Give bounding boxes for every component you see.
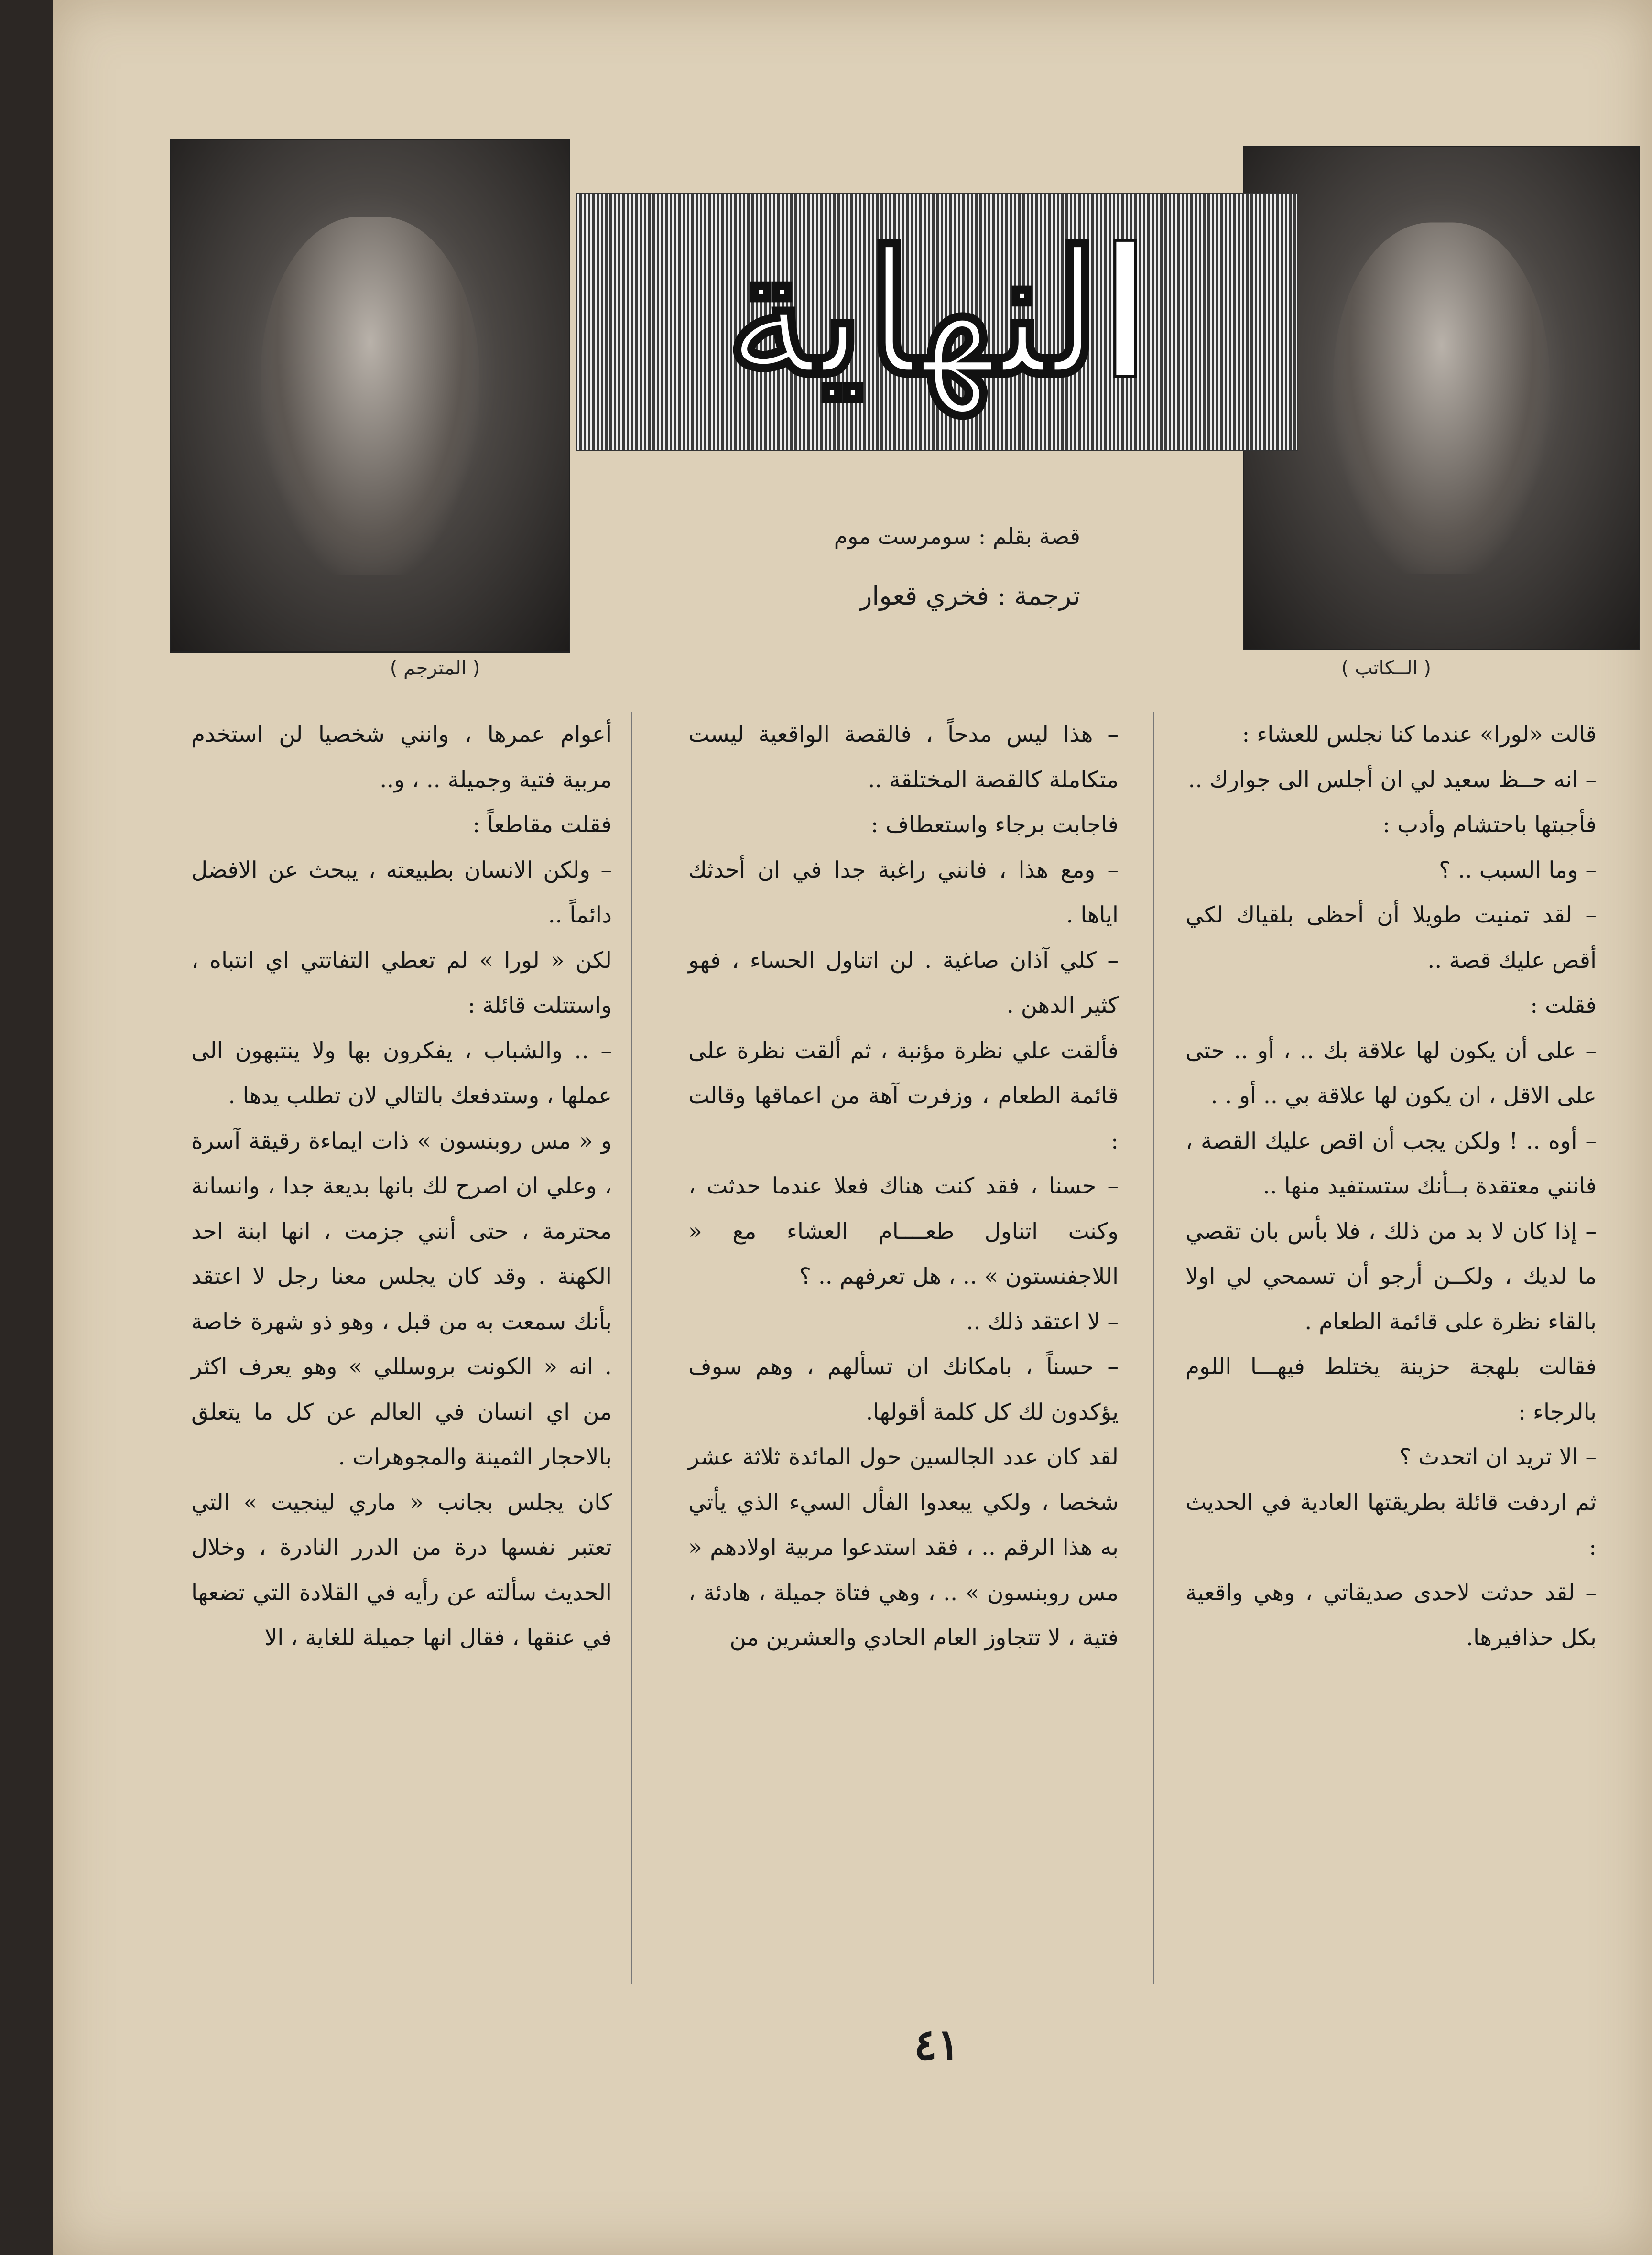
paragraph: – وما السبب .. ؟ [1439, 856, 1597, 883]
author-portrait-placeholder [1333, 223, 1550, 574]
paragraph: قالت «لورا» عندما كنا نجلس للعشاء : [1242, 721, 1597, 748]
paragraph: فاجابت برجاء واستعطاف : [870, 812, 1119, 838]
paragraph: – ولكن الانسان بطبيعته ، يبحث عن الافضل دائماً .. [191, 856, 612, 928]
translator-caption: ( المترجم ) [390, 657, 480, 679]
paragraph: – على أن يكون لها علاقة بك .. ، أو .. حتى على الاقل ، ان يكون لها علاقة بي .. أو . . [1185, 1037, 1597, 1109]
paragraph: – لقد حدثت لاحدى صديقاتي ، وهي واقعية بكل حذافيرها. [1185, 1579, 1597, 1651]
translator-portrait-placeholder [261, 217, 479, 575]
paragraph: فقلت : [1530, 992, 1597, 1019]
paragraph: – لقد تمنيت طويلا أن أحظى بلقياك لكي أقص عليك قصة .. [1185, 902, 1597, 974]
paragraph: و « مس روبنسون » ذات ايماءة رقيقة آسرة ، وعلي ان اصرح لك بانها بديعة جدا ، وانسانة محترمة ، حتى أنني جزمت ، انها ابنة احد الكهنة . وقد كان يجلس معنا رجل لا اعتقد بأنك سمعت به من قبل ، وهو ذو شهرة خاصة . انه « الكونت بروسللي » وهو يعرف اكثر من اي انسان في العالم عن كل ما يتعلق بالاحجار الثمينة والمجوهرات . [191, 1128, 612, 1470]
paragraph: لقد كان عدد الجالسين حول المائدة ثلاثة عشر شخصا ، ولكي يبعدوا الفأل السيء الذي يأتي به هذا الرقم .. ، فقد استدعوا مربية اولادهم « مس روبنسون » .. ، وهي فتاة جميلة ، هادئة ، فتية ، لا تتجاوز العام الحادي والعشرين من [688, 1444, 1119, 1651]
paragraph: فقالت بلهجة حزينة يختلط فيهـــا اللوم بالرجاء : [1185, 1354, 1597, 1425]
column-right [1185, 712, 1597, 1984]
paragraph: – أوه .. ! ولكن يجب أن اقص عليك القصة ، فانني معتقدة بــأنك ستستفيد منها .. [1185, 1128, 1597, 1199]
paragraph: – هذا ليس مدحاً ، فالقصة الواقعية ليست متكاملة كالقصة المختلقة .. [688, 721, 1119, 793]
author-caption: ( الــكاتب ) [1341, 657, 1432, 679]
column-rule-right [1153, 712, 1154, 1984]
column-middle [688, 712, 1119, 1984]
paragraph: – إذا كان لا بد من ذلك ، فلا بأس بان تقصي ما لديك ، ولكــن أرجو أن تسمحي لي اولا بالقاء نظرة على قائمة الطعام . [1185, 1218, 1597, 1335]
paragraph: – ومع هذا ، فانني راغبة جدا في ان أحدثك اياها . [688, 856, 1119, 928]
paragraph: فقلت مقاطعاً : [472, 812, 612, 838]
paragraph: – كلي آذان صاغية . لن اتناول الحساء ، فهو كثير الدهن . [688, 947, 1119, 1019]
paragraph: – .. والشباب ، يفكرون بها ولا ينتبهون الى عملها ، وستدفعك بالتالي لان تطلب يدها . [191, 1037, 612, 1109]
paragraph: فألقت علي نظرة مؤنبة ، ثم ألقت نظرة على قائمة الطعام ، وزفرت آهة من اعماقها وقالت : [688, 1037, 1119, 1154]
column-rule-left [631, 712, 632, 1984]
title-banner [576, 193, 1298, 451]
paragraph: – لا اعتقد ذلك .. [966, 1308, 1119, 1335]
column-left [191, 712, 612, 1984]
story-title: النهاية [725, 212, 1150, 414]
author-byline: قصة بقلم : سومرست موم [834, 523, 1080, 549]
translator-photo [170, 139, 570, 653]
author-photo [1243, 146, 1640, 650]
paragraph: ثم اردفت قائلة بطريقتها العادية في الحديث : [1185, 1489, 1597, 1561]
page-number: ٤١ [913, 2019, 960, 2070]
paragraph: – انه حــظ سعيد لي ان أجلس الى جوارك .. [1188, 766, 1597, 793]
paragraph: – حسنا ، فقد كنت هناك فعلا عندما حدثت ، وكنت اتناول طعــــام العشاء مع « اللاجفنستون » .. ، هل تعرفهم .. ؟ [688, 1173, 1119, 1290]
magazine-page [53, 0, 1652, 2255]
paragraph: لكن « لورا » لم تعطي التفاتتي اي انتباه ، واستتلت قائلة : [191, 947, 612, 1019]
paragraph: فأجبتها باحتشام وأدب : [1382, 812, 1597, 838]
paragraph: كان يجلس بجانب « ماري لينجيت » التي تعتبر نفسها درة من الدرر النادرة ، وخلال الحديث سألته عن رأيه في القلادة التي تضعها في عنقها ، فقال انها جميلة للغاية ، الا [191, 1489, 612, 1651]
paragraph: – حسناً ، بامكانك ان تسألهم ، وهم سوف يؤكدون لك كل كلمة أقولها. [688, 1354, 1119, 1425]
translator-byline: ترجمة : فخري قعوار [859, 581, 1080, 611]
paragraph: أعوام عمرها ، وانني شخصيا لن استخدم مربية فتية وجميلة .. ، و.. [191, 721, 612, 793]
paragraph: – الا تريد ان اتحدث ؟ [1399, 1444, 1597, 1470]
